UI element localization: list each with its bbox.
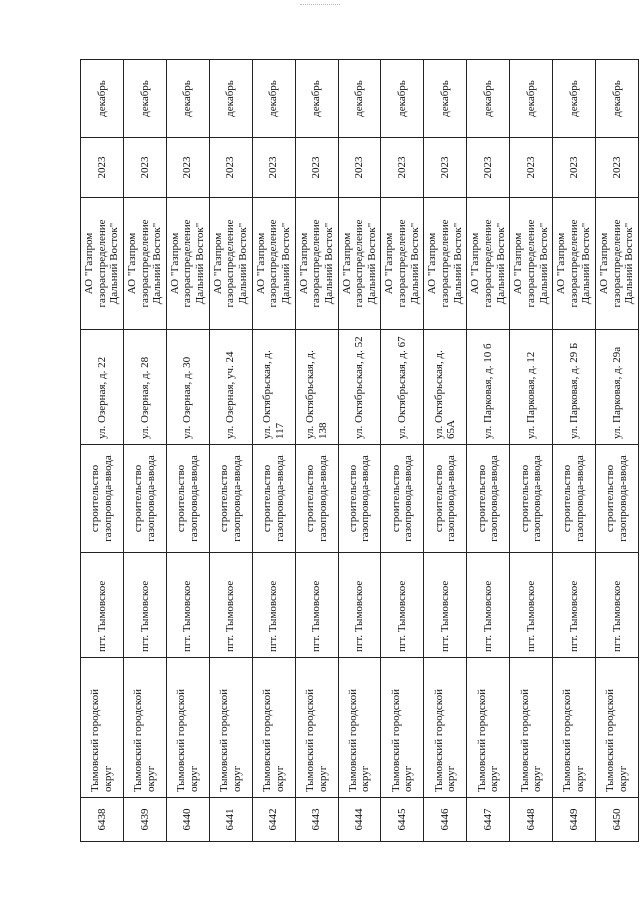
locality-cell: пгт. Тымовское (123, 553, 166, 658)
year-cell: 2023 (295, 138, 338, 198)
table-row (596, 60, 639, 842)
work-type-cell: строительство газопровода-ввода (252, 445, 295, 553)
table-row (553, 60, 596, 842)
table-row (81, 60, 124, 842)
address-cell: ул. Озерная, уч. 24 (209, 330, 252, 445)
month-cell: декабрь (510, 60, 553, 138)
month-cell: декабрь (295, 60, 338, 138)
locality-cell: пгт. Тымовское (338, 553, 381, 658)
district-cell: Тымовский городской округ (510, 658, 553, 798)
address-cell: ул. Октябрьская, д. 117 (252, 330, 295, 445)
year-cell: 2023 (252, 138, 295, 198)
district-cell: Тымовский городской округ (123, 658, 166, 798)
locality-cell: пгт. Тымовское (381, 553, 424, 658)
locality-cell: пгт. Тымовское (166, 553, 209, 658)
row-number: 6450 (596, 798, 639, 842)
organization-cell: АО "Газпром газораспределение Дальний Восток" (467, 198, 510, 330)
year-cell: 2023 (338, 138, 381, 198)
row-number: 6444 (338, 798, 381, 842)
year-cell: 2023 (553, 138, 596, 198)
work-type-cell: строительство газопровода-ввода (510, 445, 553, 553)
row-number: 6448 (510, 798, 553, 842)
organization-cell: АО "Газпром газораспределение Дальний Восток" (209, 198, 252, 330)
district-cell: Тымовский городской округ (209, 658, 252, 798)
district-cell: Тымовский городской округ (252, 658, 295, 798)
district-cell: Тымовский городской округ (381, 658, 424, 798)
month-cell: декабрь (467, 60, 510, 138)
locality-cell: пгт. Тымовское (553, 553, 596, 658)
table-row (209, 60, 252, 842)
organization-cell: АО "Газпром газораспределение Дальний Восток" (510, 198, 553, 330)
locality-cell: пгт. Тымовское (596, 553, 639, 658)
organization-cell: АО "Газпром газораспределение Дальний Восток" (338, 198, 381, 330)
address-cell: ул. Озерная, д. 30 (166, 330, 209, 445)
organization-cell: АО "Газпром газораспределение Дальний Восток" (81, 198, 124, 330)
year-cell: 2023 (123, 138, 166, 198)
work-type-cell: строительство газопровода-ввода (338, 445, 381, 553)
row-number: 6443 (295, 798, 338, 842)
address-cell: ул. Парковая, д. 12 (510, 330, 553, 445)
district-cell: Тымовский городской округ (553, 658, 596, 798)
month-cell: декабрь (123, 60, 166, 138)
organization-cell: АО "Газпром газораспределение Дальний Восток" (381, 198, 424, 330)
work-type-cell: строительство газопровода-ввода (81, 445, 124, 553)
row-number: 6441 (209, 798, 252, 842)
work-type-cell: строительство газопровода-ввода (553, 445, 596, 553)
year-cell: 2023 (381, 138, 424, 198)
locality-cell: пгт. Тымовское (81, 553, 124, 658)
address-cell: ул. Октябрьская, д. 52 (338, 330, 381, 445)
locality-cell: пгт. Тымовское (209, 553, 252, 658)
work-type-cell: строительство газопровода-ввода (209, 445, 252, 553)
district-cell: Тымовский городской округ (338, 658, 381, 798)
month-cell: декабрь (381, 60, 424, 138)
organization-cell: АО "Газпром газораспределение Дальний Восток" (295, 198, 338, 330)
table-row (510, 60, 553, 842)
address-cell: ул. Озерная, д. 28 (123, 330, 166, 445)
month-cell: декабрь (252, 60, 295, 138)
address-cell: ул. Парковая, д. 29 Б (553, 330, 596, 445)
year-cell: 2023 (424, 138, 467, 198)
address-cell: ул. Парковая, д. 29а (596, 330, 639, 445)
address-cell: ул. Октябрьская, д. 67 (381, 330, 424, 445)
table-row (424, 60, 467, 842)
district-cell: Тымовский городской округ (467, 658, 510, 798)
table-body (81, 60, 639, 842)
row-number: 6440 (166, 798, 209, 842)
month-cell: декабрь (338, 60, 381, 138)
year-cell: 2023 (596, 138, 639, 198)
district-cell: Тымовский городской округ (596, 658, 639, 798)
table-row (381, 60, 424, 842)
district-cell: Тымовский городской округ (81, 658, 124, 798)
row-number: 6446 (424, 798, 467, 842)
district-cell: Тымовский городской округ (295, 658, 338, 798)
organization-cell: АО "Газпром газораспределение Дальний Восток" (123, 198, 166, 330)
organization-cell: АО "Газпром газораспределение Дальний Восток" (553, 198, 596, 330)
work-type-cell: строительство газопровода-ввода (295, 445, 338, 553)
work-type-cell: строительство газопровода-ввода (166, 445, 209, 553)
district-cell: Тымовский городской округ (166, 658, 209, 798)
work-type-cell: строительство газопровода-ввода (596, 445, 639, 553)
scan-artifact (300, 4, 340, 9)
organization-cell: АО "Газпром газораспределение Дальний Восток" (252, 198, 295, 330)
work-type-cell: строительство газопровода-ввода (424, 445, 467, 553)
month-cell: декабрь (81, 60, 124, 138)
row-number: 6445 (381, 798, 424, 842)
table-row (338, 60, 381, 842)
table-row (123, 60, 166, 842)
locality-cell: пгт. Тымовское (295, 553, 338, 658)
year-cell: 2023 (467, 138, 510, 198)
table-row (467, 60, 510, 842)
address-cell: ул. Озерная, д. 22 (81, 330, 124, 445)
table-row (295, 60, 338, 842)
organization-cell: АО "Газпром газораспределение Дальний Восток" (596, 198, 639, 330)
address-cell: ул. Октябрьская, д. 138 (295, 330, 338, 445)
work-type-cell: строительство газопровода-ввода (123, 445, 166, 553)
row-number: 6449 (553, 798, 596, 842)
address-cell: ул. Парковая, д. 10 б (467, 330, 510, 445)
organization-cell: АО "Газпром газораспределение Дальний Восток" (424, 198, 467, 330)
row-number: 6447 (467, 798, 510, 842)
district-cell: Тымовский городской округ (424, 658, 467, 798)
row-number: 6442 (252, 798, 295, 842)
locality-cell: пгт. Тымовское (510, 553, 553, 658)
locality-cell: пгт. Тымовское (467, 553, 510, 658)
locality-cell: пгт. Тымовское (424, 553, 467, 658)
locality-cell: пгт. Тымовское (252, 553, 295, 658)
row-number: 6439 (123, 798, 166, 842)
row-number: 6438 (81, 798, 124, 842)
month-cell: декабрь (209, 60, 252, 138)
month-cell: декабрь (424, 60, 467, 138)
address-cell: ул. Октябрьская, д. 65А (424, 330, 467, 445)
rotated-page (80, 60, 636, 842)
year-cell: 2023 (209, 138, 252, 198)
year-cell: 2023 (166, 138, 209, 198)
organization-cell: АО "Газпром газораспределение Дальний Восток" (166, 198, 209, 330)
month-cell: декабрь (166, 60, 209, 138)
month-cell: декабрь (596, 60, 639, 138)
year-cell: 2023 (510, 138, 553, 198)
table-row (166, 60, 209, 842)
year-cell: 2023 (81, 138, 124, 198)
month-cell: декабрь (553, 60, 596, 138)
gas-works-table (80, 59, 639, 842)
table-row (252, 60, 295, 842)
work-type-cell: строительство газопровода-ввода (381, 445, 424, 553)
work-type-cell: строительство газопровода-ввода (467, 445, 510, 553)
